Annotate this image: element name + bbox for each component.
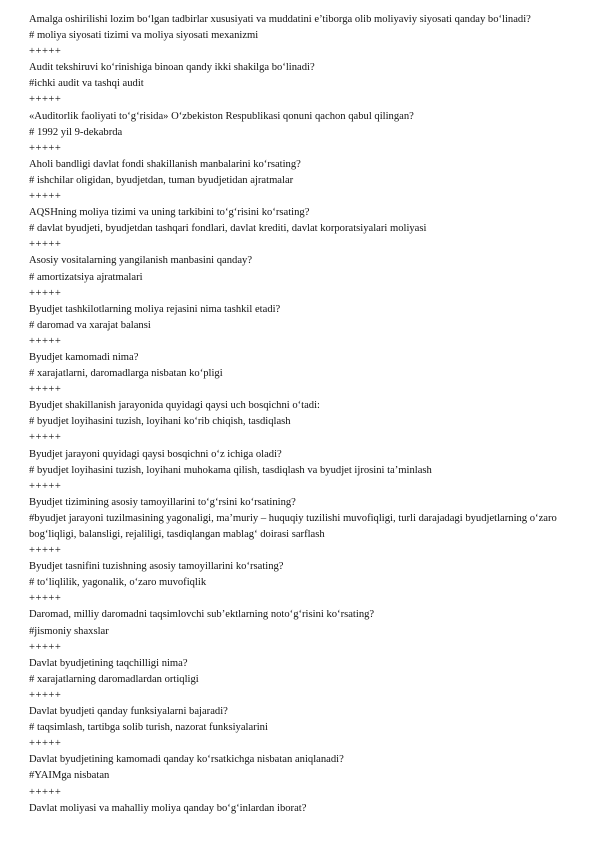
separator: +++++ (29, 191, 62, 203)
question-text: Byudjet tashkilotlarning moliya rejasini nima tashkil etadi? (29, 303, 281, 315)
entry-17 (29, 801, 576, 817)
question-text: Byudjet tizimining asosiy tamoyillarini to‘g‘rsini ko‘rsatining? (29, 496, 296, 508)
answer-text: #ichki audit va tashqi audit (29, 78, 144, 90)
entry-5 (29, 205, 576, 253)
separator: +++++ (29, 239, 62, 251)
question-text: Davlat moliyasi va mahalliy moliya qanday bo‘g‘inlardan iborat? (29, 802, 307, 814)
separator: +++++ (29, 641, 62, 653)
answer-text: #jismoniy shaxslar (29, 625, 109, 637)
entry-10 (29, 447, 576, 495)
question-text: Davlat byudjeti qanday funksiyalarni bajaradi? (29, 706, 228, 718)
question-text: Byudjet tasnifini tuzishning asosiy tamoyillarini ko‘rsating? (29, 561, 284, 573)
separator: +++++ (29, 432, 62, 444)
entry-4 (29, 157, 576, 205)
question-text: AQSHning moliya tizimi va uning tarkibini to‘g‘risini ko‘rsating? (29, 207, 310, 219)
answer-text: # taqsimlash, tartibga solib turish, nazorat funksiyalarini (29, 722, 268, 734)
answer-text: #byudjet jarayoni tuzilmasining yagonaligi, ma’muriy – huquqiy tuzilishi muvofiqligi, turli darajadagi byudjetlarning o‘zaro bog‘liqligi, balansligi, rejaliligi, tasdiqlangan mablag‘ doirasi sarflash (29, 512, 557, 540)
separator: +++++ (29, 480, 62, 492)
answer-text: # 1992 yil 9-dekabrda (29, 126, 123, 138)
answer-text: # to‘liqlilik, yagonalik, o‘zaro muvofiqlik (29, 577, 207, 589)
answer-text: # davlat byudjeti, byudjetdan tashqari fondlari, davlat krediti, davlat korporatsiyalari moliyasi (29, 223, 427, 235)
separator: +++++ (29, 545, 62, 557)
answer-text: #YAIMga nisbatan (29, 770, 110, 782)
question-text: Davlat byudjetining kamomadi qanday ko‘rsatkichga nisbatan aniqlanadi? (29, 754, 344, 766)
question-text: Aholi bandligi davlat fondi shakillanish manbalarini ko‘rsating? (29, 158, 301, 170)
answer-text: # amortizatsiya ajratmalari (29, 271, 143, 283)
question-text: Davlat byudjetining taqchilligi nima? (29, 657, 188, 669)
question-text: Asosiy vositalarning yangilanish manbasini qanday? (29, 255, 253, 267)
entry-15 (29, 704, 576, 752)
separator: +++++ (29, 142, 62, 154)
entry-12 (29, 559, 576, 607)
separator: +++++ (29, 786, 62, 798)
answer-text: # xarajatlarni, daromadlarga nisbatan ko‘pligi (29, 368, 223, 380)
question-text: Byudjet jarayoni quyidagi qaysi bosqichni o‘z ichiga oladi? (29, 448, 282, 460)
separator: +++++ (29, 593, 62, 605)
separator: +++++ (29, 689, 62, 701)
answer-text: # moliya siyosati tizimi va moliya siyosati mexanizmi (29, 30, 259, 42)
separator: +++++ (29, 94, 62, 106)
separator: +++++ (29, 384, 62, 396)
entry-14 (29, 656, 576, 704)
answer-text: # byudjet loyihasini tuzish, loyihani muhokama qilish, tasdiqlash va byudjet ijrosini ta’minlash (29, 464, 432, 476)
separator: +++++ (29, 738, 62, 750)
question-text: Amalga oshirilishi lozim bo‘lgan tadbirlar xususiyati va muddatini e’tiborga olib moliyaviy siyosati qanday bo‘linadi? (29, 14, 531, 25)
question-text: Byudjet shakillanish jarayonida quyidagi qaysi uch bosqichni o‘tadi: (29, 400, 320, 412)
entry-2 (29, 60, 576, 108)
entry-7 (29, 302, 576, 350)
answer-text: # ishchilar oligidan, byudjetdan, tuman byudjetidan ajratmalar (29, 174, 294, 186)
question-text: «Auditorlik faoliyati to‘g‘risida» O‘zbekiston Respublikasi qonuni qachon qabul qilingan? (29, 110, 414, 122)
answer-text: # byudjet loyihasini tuzish, loyihani ko‘rib chiqish, tasdiqlash (29, 416, 291, 428)
separator: +++++ (29, 46, 62, 58)
entry-8 (29, 350, 576, 398)
entry-6 (29, 253, 576, 301)
question-text: Byudjet kamomadi nima? (29, 351, 139, 363)
question-text: Audit tekshiruvi ko‘rinishiga binoan qandy ikki shakilga bo‘linadi? (29, 62, 315, 74)
entry-1 (29, 12, 576, 60)
entry-13 (29, 607, 576, 655)
entry-9 (29, 398, 576, 446)
answer-text: # daromad va xarajat balansi (29, 319, 151, 331)
separator: +++++ (29, 287, 62, 299)
entry-11 (29, 495, 576, 559)
entry-16 (29, 752, 576, 800)
answer-text: # xarajatlarning daromadlardan ortiqligi (29, 673, 199, 685)
question-text: Daromad, milliy daromadni taqsimlovchi sub’ektlarning noto‘g‘risini ko‘rsating? (29, 609, 375, 621)
entry-3 (29, 109, 576, 157)
separator: +++++ (29, 335, 62, 347)
